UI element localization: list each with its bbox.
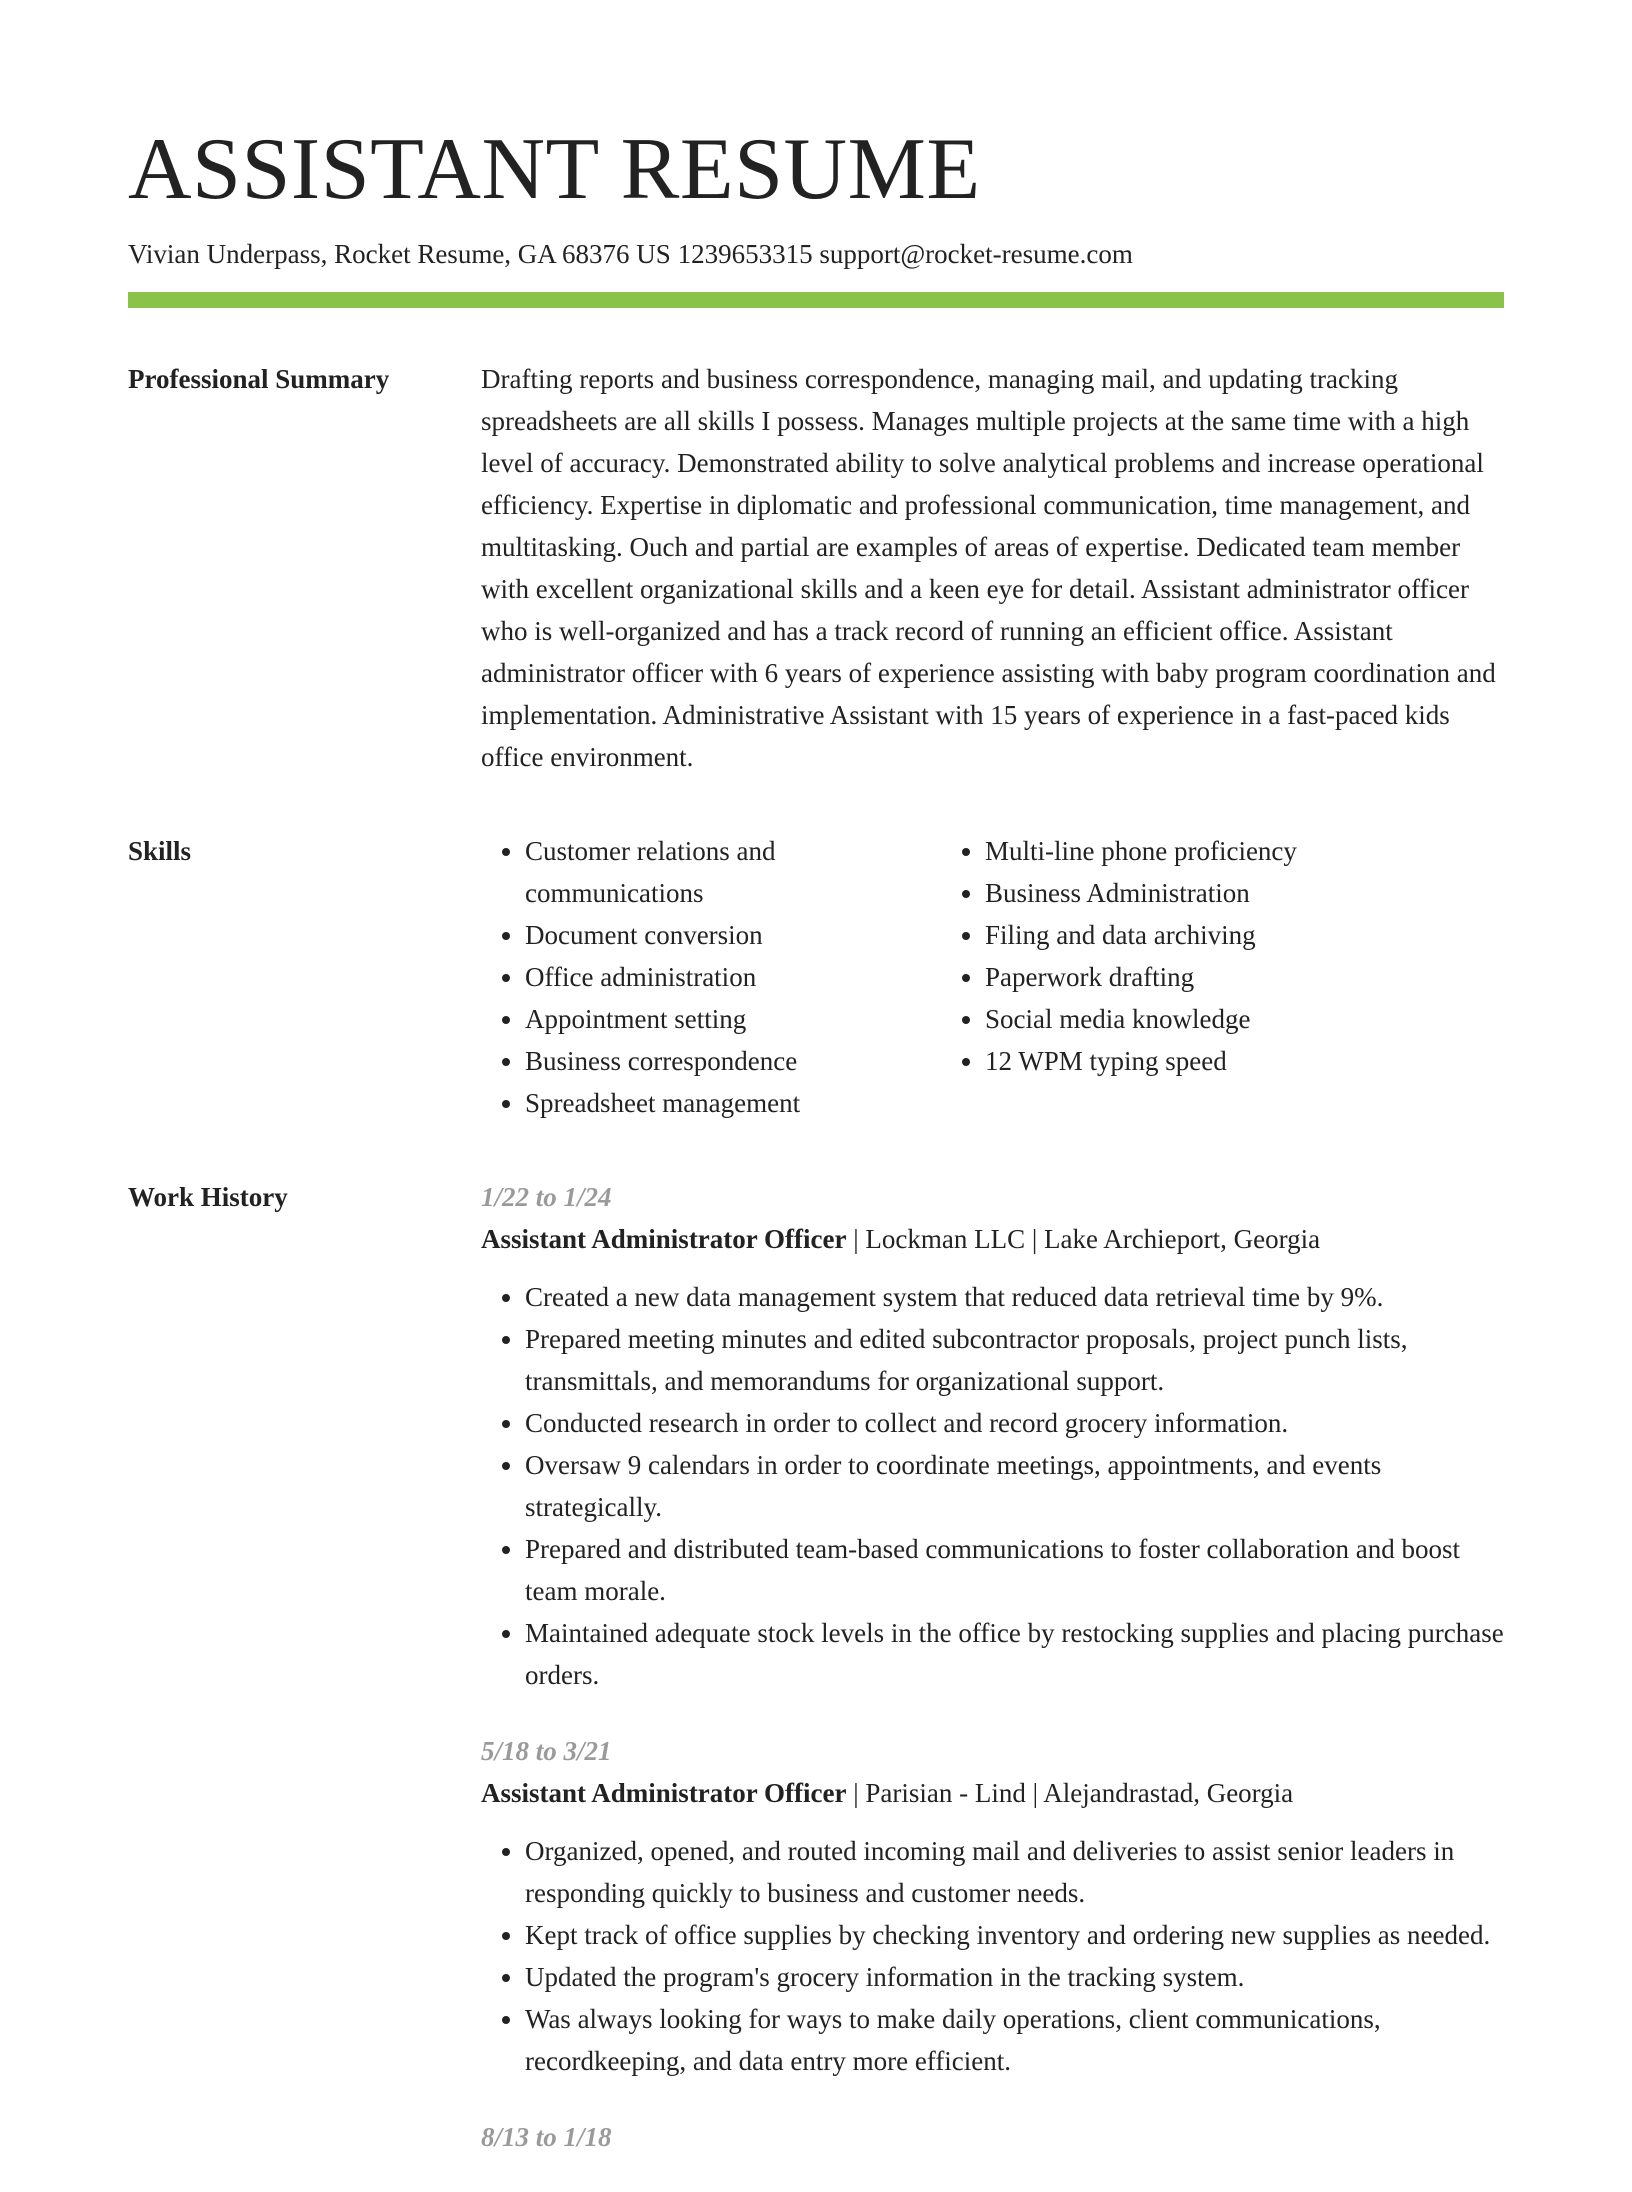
job-entry bbox=[481, 2116, 1504, 2158]
skill-item: • Business correspondence bbox=[525, 1040, 941, 1082]
job-bullets bbox=[481, 1830, 1504, 2082]
job-entry bbox=[481, 1730, 1504, 2082]
job-title: Assistant Administrator Officer bbox=[481, 1778, 847, 1808]
skill-item: • Business Administration bbox=[985, 872, 1297, 914]
job-dates: 8/13 to 1/18 bbox=[481, 2122, 612, 2152]
job-bullet: • Conducted research in order to collect and record grocery information. bbox=[525, 1402, 1504, 1444]
job-bullets bbox=[481, 1276, 1504, 1696]
job-bullet: • Created a new data management system that reduced data retrieval time by 9%. bbox=[525, 1276, 1504, 1318]
skill-item: • Customer relations and communications bbox=[525, 830, 941, 914]
work-history-heading: Work History bbox=[128, 1182, 288, 1212]
work-history-section bbox=[128, 1176, 1504, 2192]
job-title: Assistant Administrator Officer bbox=[481, 1224, 847, 1254]
job-bullet: • Kept track of office supplies by checking inventory and ordering new supplies as needed. bbox=[525, 1914, 1504, 1956]
job-bullet: • Maintained adequate stock levels in the office by restocking supplies and placing purchase orders. bbox=[525, 1612, 1504, 1696]
skill-item: • Office administration bbox=[525, 956, 941, 998]
job-details: | Lockman LLC | Lake Archieport, Georgia bbox=[846, 1224, 1321, 1254]
summary-heading: Professional Summary bbox=[128, 364, 390, 394]
skill-item: • Paperwork drafting bbox=[985, 956, 1297, 998]
job-dates: 1/22 to 1/24 bbox=[481, 1182, 612, 1212]
skills-column-2 bbox=[941, 830, 1297, 1124]
accent-divider bbox=[128, 292, 1504, 308]
skills-section bbox=[128, 830, 1504, 1124]
job-title-line bbox=[481, 1218, 1504, 1260]
job-bullet: • Organized, opened, and routed incoming mail and deliveries to assist senior leaders in responding quickly to business and customer needs. bbox=[525, 1830, 1504, 1914]
skill-item: • Appointment setting bbox=[525, 998, 941, 1040]
skills-heading: Skills bbox=[128, 836, 192, 866]
job-entry bbox=[481, 1176, 1504, 1696]
job-bullet: • Was always looking for ways to make daily operations, client communications, recordkeeping, and data entry more efficient. bbox=[525, 1998, 1504, 2082]
summary-text: Drafting reports and business correspondence, managing mail, and updating tracking spreadsheets are all skills I possess. Manages multiple projects at the same time with a high level of accuracy. Demonstrated ability to solve analytical problems and increase operational efficiency. Expertise in diplomatic and professional communication, time management, and multitasking. Ouch and partial are examples of areas of expertise. Dedicated team member with excellent organizational skills and a keen eye for detail. Assistant administrator officer who is well-organized and has a track record of running an efficient office. Assistant administrator officer with 6 years of experience assisting with baby program coordination and implementation. Administrative Assistant with 15 years of experience in a fast-paced kids office environment. bbox=[481, 364, 1496, 772]
skill-item: • Social media knowledge bbox=[985, 998, 1297, 1040]
skill-item: • Document conversion bbox=[525, 914, 941, 956]
job-dates: 5/18 to 3/21 bbox=[481, 1736, 612, 1766]
job-title-line bbox=[481, 1772, 1504, 1814]
resume-title: ASSISTANT RESUME bbox=[128, 121, 981, 218]
skill-item: • Multi-line phone proficiency bbox=[985, 830, 1297, 872]
skill-item: • Spreadsheet management bbox=[525, 1082, 941, 1124]
summary-section bbox=[128, 358, 1504, 778]
job-bullet: • Updated the program's grocery information in the tracking system. bbox=[525, 1956, 1504, 1998]
job-bullet: • Oversaw 9 calendars in order to coordinate meetings, appointments, and events strategically. bbox=[525, 1444, 1504, 1528]
job-bullet: • Prepared and distributed team-based communications to foster collaboration and boost team morale. bbox=[525, 1528, 1504, 1612]
skill-item: • 12 WPM typing speed bbox=[985, 1040, 1297, 1082]
skills-list bbox=[481, 830, 1504, 1124]
job-bullet: • Prepared meeting minutes and edited subcontractor proposals, project punch lists, transmittals, and memorandums for organizational support. bbox=[525, 1318, 1504, 1402]
skill-item: • Filing and data archiving bbox=[985, 914, 1297, 956]
job-details: | Parisian - Lind | Alejandrastad, Georgia bbox=[846, 1778, 1294, 1808]
contact-line: Vivian Underpass, Rocket Resume, GA 68376 US 1239653315 support@rocket-resume.com bbox=[128, 239, 1133, 269]
skills-column-1 bbox=[481, 830, 941, 1124]
